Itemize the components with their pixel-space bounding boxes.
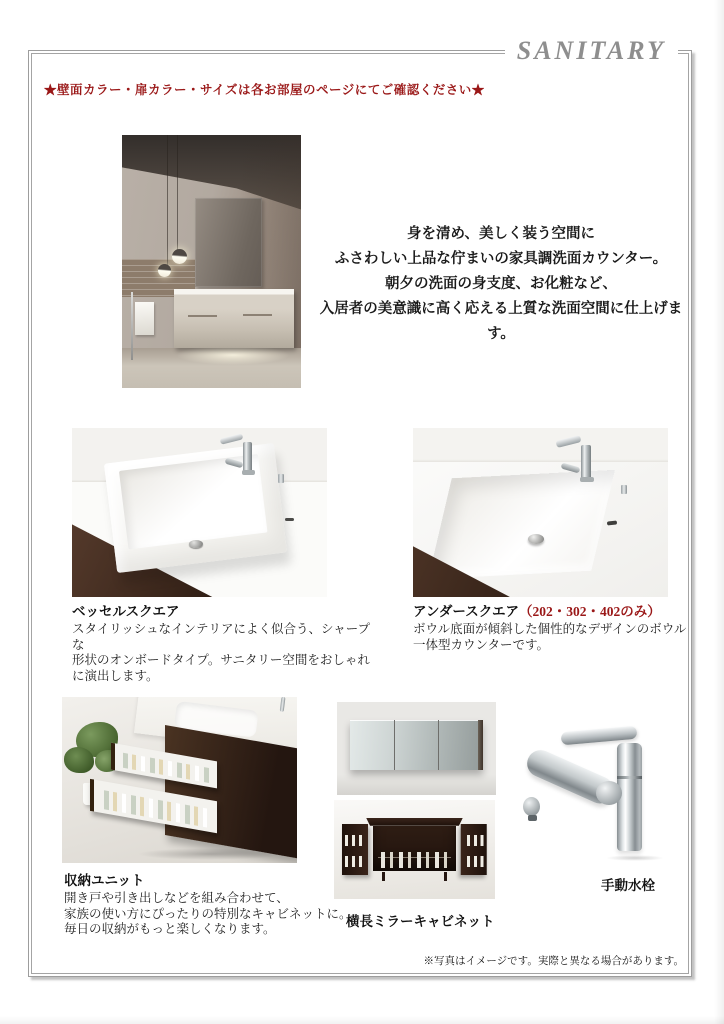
- bracket: [382, 872, 385, 881]
- product-description: ボウル底面が傾斜した個性的なデザインのボウル 一体型カウンターです。: [413, 622, 687, 652]
- product-name-text: アンダースクエア: [413, 604, 519, 619]
- cabinet-handle: [243, 314, 272, 316]
- overflow-slot: [285, 518, 294, 521]
- mirror-cabinet: [350, 720, 484, 770]
- feature-description: 開き戸や引き出しなどを組み合わせて、 家族の使い方にぴったりの特別なキャビネットに。 毎日の収納がもっと楽しくなります。: [64, 891, 352, 936]
- storage-unit-photo: [62, 697, 297, 863]
- faucet-lever: [220, 434, 244, 445]
- product-name: [72, 600, 372, 620]
- faucet-shadow: [606, 855, 664, 862]
- towel: [135, 302, 155, 335]
- interior-items: [381, 852, 448, 867]
- cabinet-side-panel: [478, 720, 483, 770]
- photo-disclaimer: ※写真はイメージです。実際と異なる場合があります。: [423, 956, 684, 967]
- pendant-light: [172, 249, 187, 264]
- pop-up-knob: [278, 474, 284, 483]
- cabinet-handle: [188, 315, 217, 317]
- intro-line: 身を清め、美しく装う空間に: [407, 226, 595, 242]
- product-name-suffix: （202・302・402のみ）: [518, 604, 661, 619]
- open-door-right: [461, 824, 487, 875]
- faucet-joint: [596, 781, 622, 805]
- door-shelf-items: [464, 835, 484, 846]
- counter-faucet: [280, 697, 286, 712]
- drawer-items: [104, 791, 207, 827]
- towel-bar: [131, 292, 133, 360]
- product-name: [413, 600, 703, 620]
- product-label-under: [413, 600, 703, 653]
- faucet-base: [242, 470, 255, 475]
- intro-text: [318, 222, 684, 347]
- intro-line: 入居者の美意識に高く応える上質な洗面空間に仕上げます。: [319, 301, 683, 342]
- intro-line: 朝夕の洗面の身支度、お化粧など、: [385, 276, 617, 292]
- faucet-body: [581, 445, 591, 479]
- aerator: [528, 815, 537, 821]
- cabinet-top-lid: [366, 818, 463, 826]
- vessel-sink: [104, 443, 287, 573]
- pendant-cord: [177, 135, 178, 256]
- feature-name: 収納ユニット: [64, 873, 145, 888]
- main-bathroom-photo: [122, 135, 301, 388]
- wall-mirror: [195, 198, 261, 287]
- spout-tip: [523, 797, 540, 816]
- page-edge-shading-right: [714, 0, 724, 1024]
- door-shelf-items: [464, 856, 484, 867]
- page-title: SANITARY: [505, 36, 678, 66]
- vanity-cabinet: [174, 289, 294, 347]
- under-cabinet-glow: [176, 345, 291, 365]
- intro-line: ふさわしい上品な佇まいの家具調洗面カウンター。: [334, 251, 668, 267]
- feature-label-storage: [64, 869, 364, 938]
- integrated-bowl: [428, 469, 615, 579]
- feature-label-mirror: 横長ミラーキャビネット: [346, 914, 495, 929]
- door-shelf-items: [345, 835, 365, 846]
- vessel-square-photo: [72, 428, 327, 597]
- open-door-left: [342, 824, 368, 875]
- pendant-light: [158, 264, 171, 277]
- color-size-notice: ★壁面カラー・扉カラー・サイズは各お部屋のページにてご確認ください★: [44, 83, 485, 97]
- product-description: スタイリッシュなインテリアによく似合う、シャープな 形状のオンボードタイプ。サニタリー空間をおしゃれ に演出します。: [72, 622, 371, 683]
- under-square-photo: [413, 428, 668, 597]
- product-name-text: ベッセルスクエア: [72, 604, 180, 619]
- mirror-panel-divider: [394, 720, 395, 770]
- wall: [413, 428, 668, 462]
- page-edge-shading-bottom: [0, 1016, 724, 1024]
- manual-faucet-photo: [518, 703, 688, 868]
- cabinet-body: [165, 725, 297, 859]
- product-label-vessel: [72, 600, 372, 684]
- drain: [189, 540, 203, 548]
- pendant-cord: [167, 135, 168, 272]
- faucet-ring: [617, 776, 642, 779]
- mirror-panel-divider: [438, 720, 439, 770]
- bracket: [444, 872, 447, 881]
- overflow-slot: [607, 520, 617, 525]
- mirror-cabinet-closed-photo: [337, 702, 496, 795]
- door-shelf-items: [345, 856, 365, 867]
- faucet-base: [580, 477, 594, 482]
- drawer-items: [123, 753, 209, 783]
- cabinet-interior: [373, 826, 457, 872]
- faucet-body: [243, 442, 252, 473]
- floor-shadow: [137, 848, 283, 860]
- feature-label-faucet: 手動水栓: [601, 878, 655, 893]
- pop-up-knob: [621, 485, 627, 494]
